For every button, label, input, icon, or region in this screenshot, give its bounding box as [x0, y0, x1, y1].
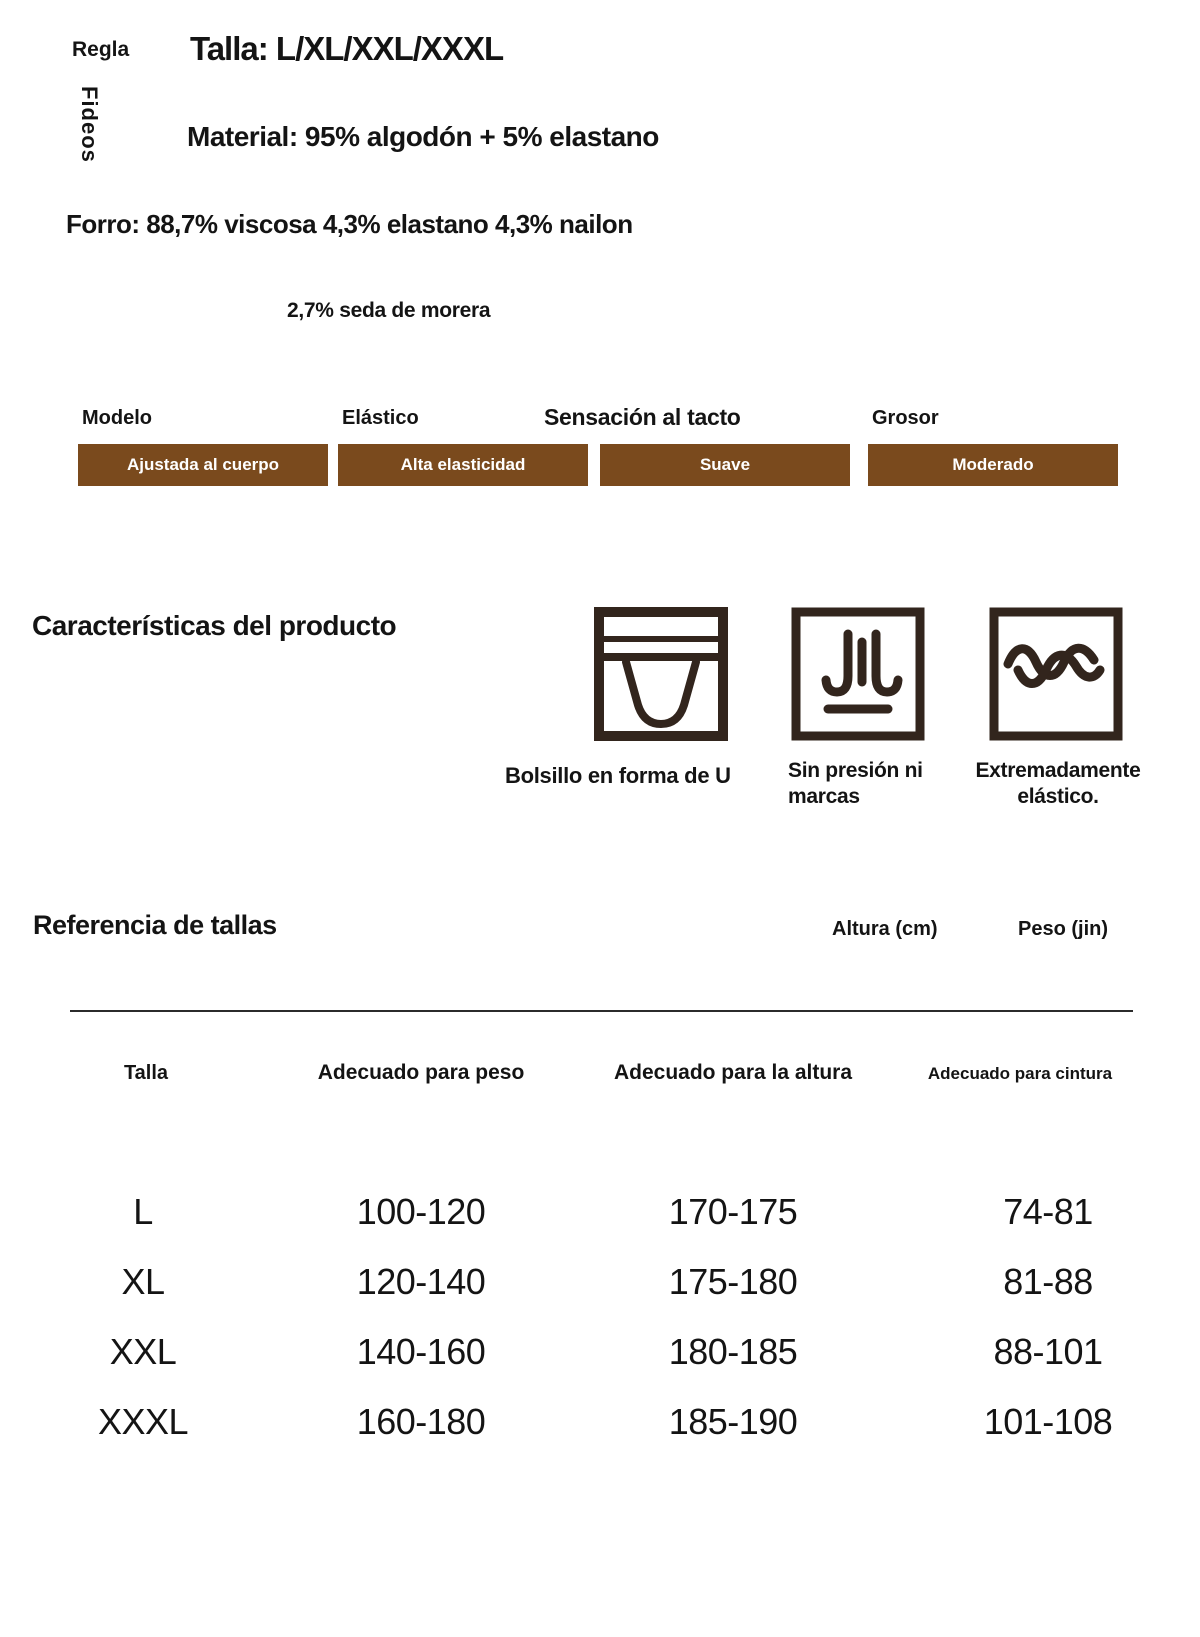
col-header-talla: Talla — [123, 1062, 169, 1084]
size-reference-heading: Referencia de tallas — [33, 910, 277, 940]
no-pressure-caption: Sin presión ni marcas — [788, 759, 923, 808]
table-divider — [70, 1010, 1133, 1012]
weight-cell: 160-180 — [356, 1401, 486, 1442]
col-header-altura: Adecuado para la altura — [613, 1061, 853, 1084]
height-cell: 180-185 — [668, 1331, 798, 1372]
attr-value-grosor: Moderado — [868, 444, 1118, 486]
size-line: Talla: L/XL/XXL/XXXL — [190, 30, 504, 67]
col-header-peso: Adecuado para peso — [317, 1061, 525, 1084]
attr-label-modelo: Modelo — [82, 407, 152, 429]
no-pressure-icon — [790, 606, 926, 742]
waist-cell: 74-81 — [1003, 1191, 1093, 1232]
lining-line: Forro: 88,7% viscosa 4,3% elastano 4,3% nailon — [66, 209, 633, 239]
height-cell: 175-180 — [668, 1261, 798, 1302]
weight-cell: 140-160 — [356, 1331, 486, 1372]
height-cell: 185-190 — [668, 1401, 798, 1442]
waist-cell: 88-101 — [993, 1331, 1103, 1372]
material-line: Material: 95% algodón + 5% elastano — [187, 121, 659, 152]
unit-height-label: Altura (cm) — [832, 918, 938, 940]
size-cell: XXXL — [97, 1401, 189, 1442]
attr-value-elastico: Alta elasticidad — [338, 444, 588, 486]
u-pocket-caption: Bolsillo en forma de U — [505, 763, 731, 788]
elastic-icon — [988, 606, 1124, 742]
height-cell: 170-175 — [668, 1191, 798, 1232]
weight-cell: 120-140 — [356, 1261, 486, 1302]
size-cell: L — [133, 1191, 153, 1232]
size-cell: XL — [121, 1261, 165, 1302]
attr-value-modelo: Ajustada al cuerpo — [78, 444, 328, 486]
attr-value-sensacion: Suave — [600, 444, 850, 486]
u-pocket-icon — [593, 606, 729, 742]
weight-cell: 100-120 — [356, 1191, 486, 1232]
regla-label: Regla — [72, 38, 130, 61]
unit-weight-label: Peso (jin) — [1018, 918, 1109, 940]
fideos-vertical-label: Fideos — [77, 86, 102, 163]
waist-cell: 81-88 — [1003, 1261, 1093, 1302]
silk-line: 2,7% seda de morera — [287, 299, 491, 322]
elastic-caption: Extremadamente elástico. — [975, 759, 1141, 808]
features-heading: Características del producto — [32, 610, 397, 641]
attr-label-sensacion: Sensación al tacto — [544, 404, 741, 430]
col-header-cintura: Adecuado para cintura — [927, 1064, 1113, 1083]
size-cell: XXL — [109, 1331, 177, 1372]
attr-label-grosor: Grosor — [872, 407, 939, 429]
attr-label-elastico: Elástico — [342, 407, 419, 429]
waist-cell: 101-108 — [983, 1401, 1113, 1442]
